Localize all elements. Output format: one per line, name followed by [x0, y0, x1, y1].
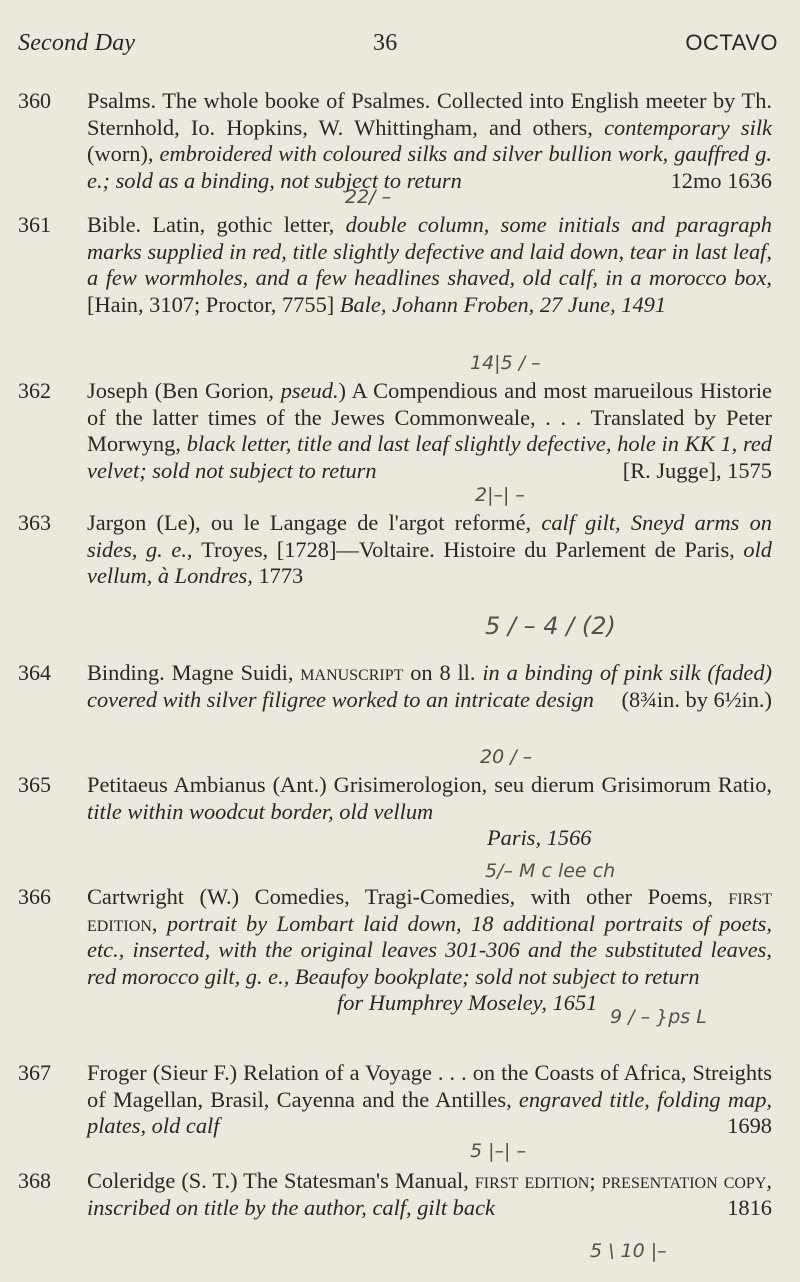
entry-text	[87, 884, 772, 1017]
entry-text	[87, 660, 772, 713]
running-head-right: OCTAVO	[685, 30, 778, 55]
entry-note: ,	[151, 910, 167, 936]
entry-desc: portrait by Lombart laid down, 18 additional portraits of poets, etc., inserted, with the original leaves 301-306 and the substituted leaves, red morocco gilt, g. e., Beaufoy bookplate; sold not subject to return	[87, 910, 772, 989]
handwritten-price: 5 |–| –	[470, 1140, 526, 1162]
entry-text	[87, 772, 772, 852]
handwritten-price: 5 / – 4 / (2)	[485, 612, 616, 640]
page-header	[18, 30, 778, 60]
entry-note: ;	[589, 1168, 602, 1193]
entry-text	[87, 88, 772, 194]
entry-text	[87, 1168, 772, 1221]
entry-text	[87, 378, 772, 484]
entry-dimensions: (8¾in. by 6½in.)	[621, 686, 772, 712]
entry-desc: pseud.	[280, 378, 339, 403]
entry-title: Froger (Sieur F.) Relation of a Voyage . . . on the Coasts of Africa, Streights of Magellan, Brasil, Cayenna and the Antilles,	[87, 1060, 772, 1112]
entry-imprint: Bale, Johann Froben, 27 June, 1491	[339, 291, 667, 317]
entry-desc: calf gilt, Sneyd arms on sides, g. e.,	[87, 510, 772, 562]
entry-date: 1698	[727, 1113, 772, 1138]
entry-title: Troyes, [1728]—Voltaire. Histoire du Parlement de Paris,	[201, 536, 744, 562]
lot-number: 365	[18, 772, 51, 797]
entry-text	[87, 510, 772, 590]
entry-desc: black letter, title and last leaf slightly defective, hole in KK 1, red velvet; sold not subject to return	[87, 431, 772, 483]
entry-title: Cartwright (W.) Comedies, Tragi-Comedies, with other Poems,	[87, 884, 729, 909]
entry-reference: [Hain, 3107; Proctor, 7755]	[87, 291, 340, 317]
entry-imprint: for Humphrey Moseley, 1651	[337, 990, 598, 1015]
lot-number: 363	[18, 510, 51, 535]
entry-highlight: presentation copy	[601, 1168, 767, 1193]
entry-desc: double column, some initials and paragraph marks supplied in red, title slightly defective and laid down, tear in last leaf, a few wormholes, and a few headlines shaved, old calf, in a morocco box,	[87, 212, 773, 290]
entry-date: 1816	[727, 1194, 772, 1220]
entry-imprint: Paris, 1566	[487, 825, 592, 850]
entry-desc: contemporary silk	[604, 114, 772, 140]
entry-imprint: [R. Jugge], 1575	[622, 457, 772, 483]
lot-number: 360	[18, 88, 51, 113]
entry-note: on 8 ll.	[403, 660, 483, 685]
handwritten-price: 5 \ 10 |–	[590, 1240, 667, 1262]
entry-desc: embroidered with coloured silks and silver bullion work, gauffred g. e.; sold as a binding, not subject to return	[87, 141, 773, 193]
entry-text	[87, 212, 772, 318]
lot-number: 362	[18, 378, 51, 403]
entry-date: 1773	[258, 563, 304, 588]
entry-format: 12mo 1636	[670, 167, 772, 193]
lot-number: 366	[18, 884, 51, 909]
handwritten-price: 2|–| –	[475, 484, 525, 506]
entry-title: Joseph (Ben Gorion,	[87, 378, 281, 403]
handwritten-price: 14|5 / –	[470, 352, 541, 374]
handwritten-price: 22/ –	[345, 186, 392, 208]
entry-highlight: manuscript	[300, 660, 404, 685]
handwritten-price: 9 / – }ps L	[610, 1006, 707, 1028]
entry-title: Psalms. The whole booke of Psalmes. Collected into English meeter by Th. Sternhold, Io. Hopkins, W. Whittingham, and others,	[87, 88, 772, 140]
entry-desc: in a binding of pink silk (faded) covered with silver filigree worked to an intricate design	[87, 660, 772, 712]
entry-title: Bible. Latin, gothic letter,	[87, 212, 346, 237]
entry-desc: title within woodcut border, old vellum	[87, 798, 434, 824]
entry-highlight: first edition	[474, 1168, 590, 1193]
lot-number: 364	[18, 660, 51, 685]
page-number: 36	[373, 30, 398, 56]
entry-text	[87, 1060, 772, 1140]
lot-number: 368	[18, 1168, 51, 1193]
running-head-left: Second Day	[18, 30, 136, 56]
lot-number: 361	[18, 212, 51, 237]
entry-title: Binding. Magne Suidi,	[87, 660, 301, 685]
entry-title: ) A Compendious and most marueilous Historie of the latter times of the Jewes Commonweale, . . . Translated by Peter Morwyng,	[87, 378, 772, 456]
entry-title: Petitaeus Ambianus (Ant.) Grisimerologion, seu dierum Grisimorum Ratio,	[87, 772, 772, 797]
entry-note: (worn),	[87, 141, 160, 166]
entry-desc: old vellum, à Londres,	[87, 536, 772, 588]
entry-desc: engraved title, folding map, plates, old calf	[87, 1086, 772, 1138]
entry-title: Jargon (Le), ou le Langage de l'argot reformé,	[87, 510, 542, 535]
entry-title: Coleridge (S. T.) The Statesman's Manual,	[87, 1168, 475, 1193]
handwritten-price: 5/– M c lee ch	[485, 860, 616, 882]
entry-highlight: first edition	[87, 884, 772, 936]
lot-number: 367	[18, 1060, 51, 1085]
handwritten-price: 20 / –	[480, 746, 533, 768]
entry-desc: , inscribed on title by the author, calf, gilt back	[87, 1168, 772, 1220]
